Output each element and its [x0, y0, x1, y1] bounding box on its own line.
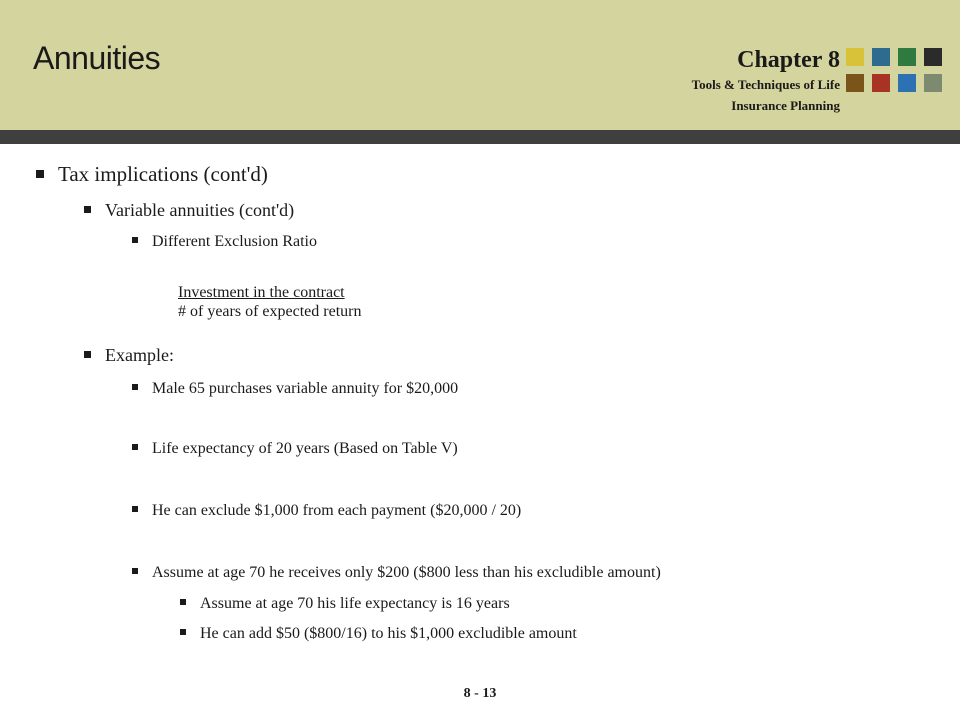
bullet-text: Variable annuities (cont'd) — [105, 200, 295, 220]
bullet-text: Example: — [105, 345, 174, 365]
bullet-exclusion-ratio — [132, 233, 317, 251]
bullet-icon — [132, 384, 138, 390]
bullet-text: Different Exclusion Ratio — [152, 233, 317, 250]
page-number: 8 - 13 — [463, 686, 497, 701]
slide-title: Annuities — [33, 40, 161, 76]
formula-numerator: Investment in the contract — [178, 284, 345, 301]
bullet-text: Tax implications (cont'd) — [58, 162, 268, 186]
bullet-icon — [84, 206, 91, 213]
bullet-text: Life expectancy of 20 years (Based on Table V) — [152, 440, 458, 457]
bullet-icon — [132, 237, 138, 243]
bullet-tax-implications — [36, 162, 268, 187]
bullet-icon — [132, 506, 138, 512]
bullet-example — [84, 345, 174, 366]
formula-denominator: # of years of expected return — [178, 303, 362, 320]
bullet-icon — [36, 170, 44, 178]
chapter-subtitle-line1: Tools & Techniques of Life — [691, 77, 840, 92]
bullet-icon — [180, 629, 186, 635]
chapter-title: Chapter 8 — [737, 47, 840, 73]
bullet-icon — [132, 444, 138, 450]
bullet-example-4a — [180, 595, 510, 613]
bullet-example-1 — [132, 380, 458, 398]
chapter-subtitle-line2: Insurance Planning — [731, 98, 840, 113]
exclusion-ratio-formula — [178, 283, 361, 321]
bullet-text: He can add $50 ($800/16) to his $1,000 excludible amount — [200, 625, 577, 642]
bullet-example-4 — [132, 564, 661, 582]
bullet-text: Assume at age 70 his life expectancy is 16 years — [200, 595, 510, 612]
bullet-icon — [180, 599, 186, 605]
bullet-text: Assume at age 70 he receives only $200 ($800 less than his excludible amount) — [152, 564, 661, 581]
bullet-text: He can exclude $1,000 from each payment ($20,000 / 20) — [152, 502, 522, 519]
bullet-text: Male 65 purchases variable annuity for $20,000 — [152, 380, 459, 397]
bullet-icon — [84, 351, 91, 358]
bullet-example-4b — [180, 625, 577, 643]
bullet-example-2 — [132, 440, 458, 458]
bullet-icon — [132, 568, 138, 574]
bullet-example-3 — [132, 502, 521, 520]
bullet-variable-annuities — [84, 200, 294, 221]
